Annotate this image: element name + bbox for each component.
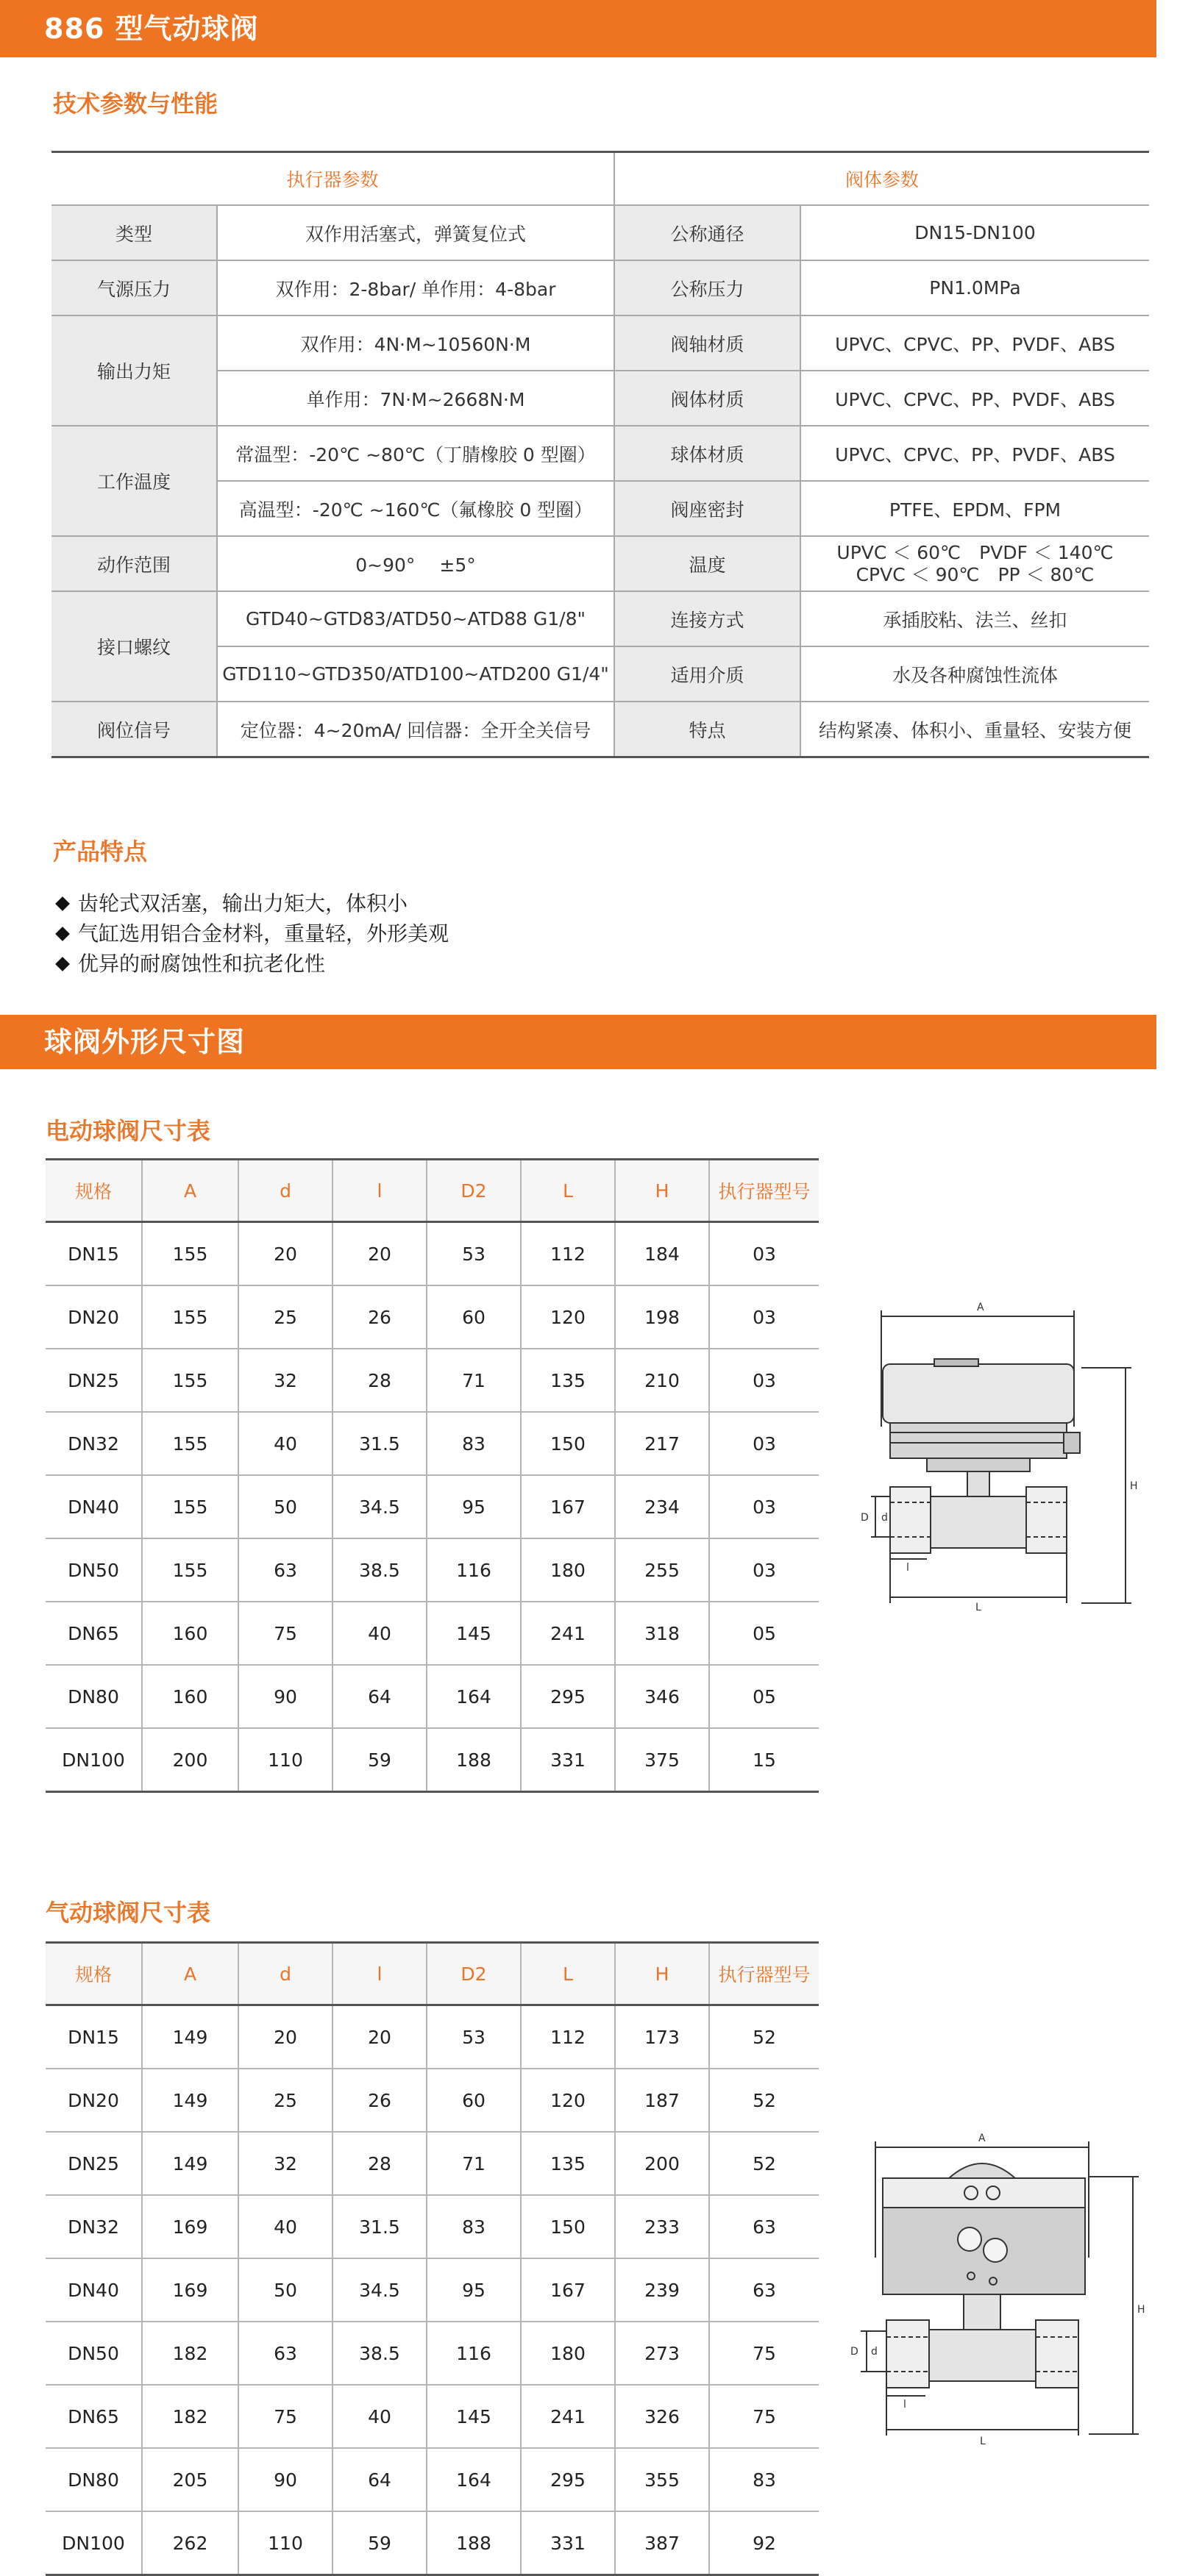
- label-l-small: l: [906, 1562, 909, 1574]
- column-header: 执行器型号: [709, 1943, 819, 2005]
- table-cell: DN80: [46, 2448, 142, 2511]
- table-cell: 15: [709, 1728, 819, 1792]
- table-cell: 112: [521, 2005, 615, 2069]
- table-cell: 110: [238, 2511, 333, 2575]
- table-cell: 255: [615, 1538, 709, 1602]
- table-cell: 167: [521, 1475, 615, 1538]
- value-temperature-line1: UPVC ＜ 60℃ PVDF ＜ 140℃: [836, 541, 1114, 563]
- table-cell: 75: [238, 2385, 333, 2448]
- table-cell: 112: [521, 1222, 615, 1286]
- table-cell: 169: [142, 2258, 238, 2322]
- table-cell: 32: [238, 1349, 333, 1412]
- table-cell: 53: [427, 2005, 521, 2069]
- table-cell: 52: [709, 2132, 819, 2195]
- table-cell: 155: [142, 1222, 238, 1286]
- table-cell: 03: [709, 1475, 819, 1538]
- label-d2: D: [861, 1512, 869, 1524]
- table-cell: 60: [427, 2069, 521, 2132]
- table-cell: 180: [521, 1538, 615, 1602]
- column-header: A: [142, 1160, 238, 1222]
- label-nominal-pressure: 公称压力: [614, 260, 800, 315]
- table-cell: 120: [521, 2069, 615, 2132]
- value-temp-normal: 常温型：-20℃ ~80℃（丁腈橡胶 0 型圈）: [217, 426, 614, 481]
- table-cell: 346: [615, 1665, 709, 1728]
- table-row: [46, 1412, 819, 1475]
- table-cell: 26: [333, 1285, 427, 1349]
- feature-item: [53, 949, 449, 979]
- table-cell: 63: [709, 2258, 819, 2322]
- table-row: [46, 2258, 819, 2322]
- table-cell: 273: [615, 2322, 709, 2385]
- column-header: d: [238, 1943, 333, 2005]
- table-cell: 92: [709, 2511, 819, 2575]
- table-cell: 38.5: [333, 1538, 427, 1602]
- position-indicator: [949, 2163, 1015, 2178]
- feature-text: 优异的耐腐蚀性和抗老化性: [78, 952, 326, 976]
- table-cell: 200: [142, 1728, 238, 1792]
- table-cell: 149: [142, 2132, 238, 2195]
- table-cell: 32: [238, 2132, 333, 2195]
- table-row: [46, 2005, 819, 2069]
- table-cell: 20: [238, 2005, 333, 2069]
- table-cell: DN50: [46, 2322, 142, 2385]
- column-header: H: [615, 1943, 709, 2005]
- table-cell: 50: [238, 2258, 333, 2322]
- table-cell: 90: [238, 1665, 333, 1728]
- label-features: 特点: [614, 702, 800, 757]
- table-cell: 239: [615, 2258, 709, 2322]
- table-cell: DN50: [46, 1538, 142, 1602]
- table-cell: 150: [521, 2195, 615, 2258]
- actuator-top: [883, 2178, 1085, 2208]
- electric-valve-diagram: [846, 1294, 1140, 1647]
- table-cell: DN20: [46, 1285, 142, 1349]
- value-seat-seal: PTFE、EPDM、FPM: [800, 481, 1149, 536]
- column-header: 规格: [46, 1943, 142, 2005]
- label-type: 类型: [51, 205, 217, 260]
- table-cell: 31.5: [333, 2195, 427, 2258]
- value-medium: 水及各种腐蚀性流体: [800, 646, 1149, 702]
- table-cell: 188: [427, 2511, 521, 2575]
- table-cell: 75: [709, 2322, 819, 2385]
- label-air-pressure: 气源压力: [51, 260, 217, 315]
- valve-union-right: [1026, 1487, 1067, 1553]
- table-cell: 326: [615, 2385, 709, 2448]
- table-cell: 53: [427, 1222, 521, 1286]
- table-row: [46, 2069, 819, 2132]
- table-cell: 59: [333, 2511, 427, 2575]
- table-row: [46, 1728, 819, 1792]
- table-cell: 155: [142, 1285, 238, 1349]
- table-cell: 38.5: [333, 2322, 427, 2385]
- table-cell: DN40: [46, 2258, 142, 2322]
- table-row: [46, 2385, 819, 2448]
- value-type: 双作用活塞式，弹簧复位式: [217, 205, 614, 260]
- table-cell: 40: [333, 2385, 427, 2448]
- table-cell: 241: [521, 2385, 615, 2448]
- value-position-signal: 定位器：4~20mA/ 回信器：全开全关信号: [217, 702, 614, 757]
- label-medium: 适用介质: [614, 646, 800, 702]
- table-cell: 28: [333, 2132, 427, 2195]
- table-cell: DN100: [46, 1728, 142, 1792]
- table-cell: 63: [238, 2322, 333, 2385]
- table-cell: 05: [709, 1665, 819, 1728]
- table-cell: 40: [238, 2195, 333, 2258]
- table-cell: 355: [615, 2448, 709, 2511]
- table-row: [46, 1222, 819, 1286]
- table-cell: 31.5: [333, 1412, 427, 1475]
- table-cell: 03: [709, 1538, 819, 1602]
- pneumatic-table-title: 气动球阀尺寸表: [46, 1899, 211, 1927]
- table-cell: 120: [521, 1285, 615, 1349]
- label-connection: 连接方式: [614, 591, 800, 646]
- table-row: [46, 2195, 819, 2258]
- banner-title: 球阀外形尺寸图: [44, 1026, 246, 1058]
- table-cell: DN32: [46, 2195, 142, 2258]
- table-cell: 71: [427, 2132, 521, 2195]
- valve-body: [929, 2330, 1036, 2381]
- bullet-diamond-icon: [55, 957, 70, 971]
- feature-list: [53, 888, 449, 979]
- table-cell: 184: [615, 1222, 709, 1286]
- table-cell: DN32: [46, 1412, 142, 1475]
- label-d: d: [881, 1512, 888, 1524]
- table-cell: 63: [709, 2195, 819, 2258]
- table-cell: 149: [142, 2005, 238, 2069]
- header-actuator: 执行器参数: [51, 152, 614, 206]
- table-cell: 59: [333, 1728, 427, 1792]
- table-cell: 83: [427, 2195, 521, 2258]
- table-row: [46, 2511, 819, 2575]
- table-cell: 318: [615, 1602, 709, 1665]
- table-cell: 40: [333, 1602, 427, 1665]
- actuator-cover: [883, 1364, 1074, 1423]
- table-cell: 182: [142, 2322, 238, 2385]
- table-cell: 164: [427, 2448, 521, 2511]
- table-cell: DN65: [46, 1602, 142, 1665]
- table-cell: 164: [427, 1665, 521, 1728]
- table-cell: 03: [709, 1412, 819, 1475]
- label-body-material: 阀体材质: [614, 371, 800, 426]
- label-a: A: [977, 1302, 984, 1313]
- table-cell: DN15: [46, 1222, 142, 1286]
- table-cell: 145: [427, 2385, 521, 2448]
- table-cell: 233: [615, 2195, 709, 2258]
- valve-body: [931, 1496, 1026, 1548]
- table-cell: 155: [142, 1412, 238, 1475]
- table-cell: 75: [238, 1602, 333, 1665]
- table-cell: 375: [615, 1728, 709, 1792]
- features-title: 产品特点: [53, 838, 148, 866]
- column-header: D2: [427, 1943, 521, 2005]
- value-thread-small: GTD40~GTD83/ATD50~ATD88 G1/8": [217, 591, 614, 646]
- table-cell: 331: [521, 2511, 615, 2575]
- electric-size-table: [46, 1158, 819, 1793]
- table-row: [46, 2132, 819, 2195]
- value-action-range: 0~90° ±5°: [217, 536, 614, 591]
- value-thread-large: GTD110~GTD350/ATD100~ATD200 G1/4": [217, 646, 614, 702]
- label-ball-material: 球体材质: [614, 426, 800, 481]
- column-header: d: [238, 1160, 333, 1222]
- table-cell: 83: [709, 2448, 819, 2511]
- table-cell: 60: [427, 1285, 521, 1349]
- spec-section-title: 技术参数与性能: [53, 90, 218, 118]
- table-cell: 331: [521, 1728, 615, 1792]
- table-cell: 34.5: [333, 2258, 427, 2322]
- table-row: [46, 1285, 819, 1349]
- column-header: H: [615, 1160, 709, 1222]
- table-cell: 03: [709, 1349, 819, 1412]
- table-cell: 182: [142, 2385, 238, 2448]
- value-torque-double: 双作用：4N·M~10560N·M: [217, 315, 614, 371]
- table-cell: DN25: [46, 1349, 142, 1412]
- table-cell: 20: [333, 1222, 427, 1286]
- label-h: H: [1137, 2304, 1145, 2316]
- table-cell: 03: [709, 1285, 819, 1349]
- column-header: D2: [427, 1160, 521, 1222]
- table-cell: 173: [615, 2005, 709, 2069]
- table-cell: 28: [333, 1349, 427, 1412]
- table-cell: DN20: [46, 2069, 142, 2132]
- table-cell: 188: [427, 1728, 521, 1792]
- table-cell: 200: [615, 2132, 709, 2195]
- column-header: 执行器型号: [709, 1160, 819, 1222]
- value-connection: 承插胶粘、法兰、丝扣: [800, 591, 1149, 646]
- valve-union-left: [890, 1487, 931, 1553]
- table-cell: 262: [142, 2511, 238, 2575]
- value-temperature: [800, 536, 1149, 591]
- bullet-diamond-icon: [55, 896, 70, 911]
- table-cell: 25: [238, 1285, 333, 1349]
- table-cell: 20: [238, 1222, 333, 1286]
- feature-text: 齿轮式双活塞，输出力矩大，体积小: [78, 891, 408, 916]
- value-temp-high: 高温型：-20℃ ~160℃（氟橡胶 0 型圈）: [217, 481, 614, 536]
- label-l-big: L: [980, 2436, 986, 2447]
- valve-union-right: [1036, 2320, 1078, 2388]
- table-cell: 169: [142, 2195, 238, 2258]
- table-cell: 187: [615, 2069, 709, 2132]
- table-cell: 149: [142, 2069, 238, 2132]
- table-cell: 217: [615, 1412, 709, 1475]
- table-cell: 03: [709, 1222, 819, 1286]
- table-cell: DN15: [46, 2005, 142, 2069]
- table-cell: 116: [427, 2322, 521, 2385]
- table-cell: 52: [709, 2005, 819, 2069]
- table-cell: 295: [521, 1665, 615, 1728]
- column-header: L: [521, 1160, 615, 1222]
- table-cell: 75: [709, 2385, 819, 2448]
- table-cell: 71: [427, 1349, 521, 1412]
- table-cell: 160: [142, 1665, 238, 1728]
- label-a: A: [978, 2133, 986, 2144]
- table-cell: 25: [238, 2069, 333, 2132]
- table-cell: 95: [427, 1475, 521, 1538]
- table-cell: 295: [521, 2448, 615, 2511]
- table-cell: 210: [615, 1349, 709, 1412]
- table-cell: DN40: [46, 1475, 142, 1538]
- label-l-small: l: [903, 2399, 906, 2411]
- table-cell: 135: [521, 2132, 615, 2195]
- title-banner: [0, 0, 1156, 57]
- table-cell: 155: [142, 1349, 238, 1412]
- value-nominal-pressure: PN1.0MPa: [800, 260, 1149, 315]
- table-cell: 234: [615, 1475, 709, 1538]
- label-stem-material: 阀轴材质: [614, 315, 800, 371]
- column-header: L: [521, 1943, 615, 2005]
- table-row: [46, 1665, 819, 1728]
- label-temperature: 温度: [614, 536, 800, 591]
- dimension-banner: [0, 1015, 1156, 1069]
- table-cell: 64: [333, 2448, 427, 2511]
- table-cell: DN25: [46, 2132, 142, 2195]
- spec-table: [51, 151, 1149, 758]
- column-header: A: [142, 1943, 238, 2005]
- value-air-pressure: 双作用：2-8bar/ 单作用：4-8bar: [217, 260, 614, 315]
- table-row: [46, 1602, 819, 1665]
- label-d2: D: [850, 2346, 858, 2358]
- table-cell: 20: [333, 2005, 427, 2069]
- table-row: [46, 2448, 819, 2511]
- table-cell: 90: [238, 2448, 333, 2511]
- table-cell: 83: [427, 1412, 521, 1475]
- label-h: H: [1130, 1480, 1138, 1492]
- table-row: [46, 2322, 819, 2385]
- table-cell: 95: [427, 2258, 521, 2322]
- label-l-big: L: [975, 1602, 981, 1613]
- pneumatic-valve-diagram: [839, 2118, 1148, 2471]
- table-cell: 160: [142, 1602, 238, 1665]
- table-cell: 387: [615, 2511, 709, 2575]
- electric-table-title: 电动球阀尺寸表: [46, 1117, 211, 1145]
- label-working-temp: 工作温度: [51, 426, 217, 536]
- label-d: d: [871, 2346, 878, 2358]
- actuator-base: [890, 1423, 1067, 1458]
- table-cell: 180: [521, 2322, 615, 2385]
- table-cell: 135: [521, 1349, 615, 1412]
- header-valve-body: 阀体参数: [614, 152, 1149, 206]
- table-cell: 26: [333, 2069, 427, 2132]
- valve-union-left: [886, 2320, 929, 2388]
- table-cell: 110: [238, 1728, 333, 1792]
- label-position-signal: 阀位信号: [51, 702, 217, 757]
- table-row: [46, 1349, 819, 1412]
- table-cell: 167: [521, 2258, 615, 2322]
- table-cell: 155: [142, 1538, 238, 1602]
- value-torque-single: 单作用：7N·M~2668N·M: [217, 371, 614, 426]
- table-cell: 63: [238, 1538, 333, 1602]
- column-header: l: [333, 1160, 427, 1222]
- label-port-thread: 接口螺纹: [51, 591, 217, 702]
- table-cell: 05: [709, 1602, 819, 1665]
- label-seat-seal: 阀座密封: [614, 481, 800, 536]
- table-cell: DN80: [46, 1665, 142, 1728]
- table-cell: 150: [521, 1412, 615, 1475]
- value-nominal-diameter: DN15-DN100: [800, 205, 1149, 260]
- pneumatic-size-table: [46, 1941, 819, 2576]
- banner-title: 886 型气动球阀: [44, 13, 259, 45]
- table-cell: DN100: [46, 2511, 142, 2575]
- table-cell: 50: [238, 1475, 333, 1538]
- table-cell: 205: [142, 2448, 238, 2511]
- table-cell: 52: [709, 2069, 819, 2132]
- table-cell: 145: [427, 1602, 521, 1665]
- value-temperature-line2: CPVC ＜ 90℃ PP ＜ 80℃: [856, 563, 1095, 585]
- feature-item: [53, 918, 449, 949]
- label-output-torque: 输出力矩: [51, 315, 217, 426]
- column-header: l: [333, 1943, 427, 2005]
- table-cell: 34.5: [333, 1475, 427, 1538]
- label-action-range: 动作范围: [51, 536, 217, 591]
- feature-text: 气缸选用铝合金材料，重量轻，外形美观: [78, 921, 449, 946]
- table-cell: 116: [427, 1538, 521, 1602]
- label-nominal-diameter: 公称通径: [614, 205, 800, 260]
- table-cell: 155: [142, 1475, 238, 1538]
- table-row: [46, 1538, 819, 1602]
- table-cell: DN65: [46, 2385, 142, 2448]
- value-stem-material: UPVC、CPVC、PP、PVDF、ABS: [800, 315, 1149, 371]
- table-row: [46, 1475, 819, 1538]
- table-cell: 198: [615, 1285, 709, 1349]
- table-cell: 40: [238, 1412, 333, 1475]
- bullet-diamond-icon: [55, 927, 70, 941]
- feature-item: [53, 888, 449, 918]
- value-body-material: UPVC、CPVC、PP、PVDF、ABS: [800, 371, 1149, 426]
- column-header: 规格: [46, 1160, 142, 1222]
- value-features: 结构紧凑、体积小、重量轻、安装方便: [800, 702, 1149, 757]
- table-cell: 64: [333, 1665, 427, 1728]
- table-cell: 241: [521, 1602, 615, 1665]
- value-ball-material: UPVC、CPVC、PP、PVDF、ABS: [800, 426, 1149, 481]
